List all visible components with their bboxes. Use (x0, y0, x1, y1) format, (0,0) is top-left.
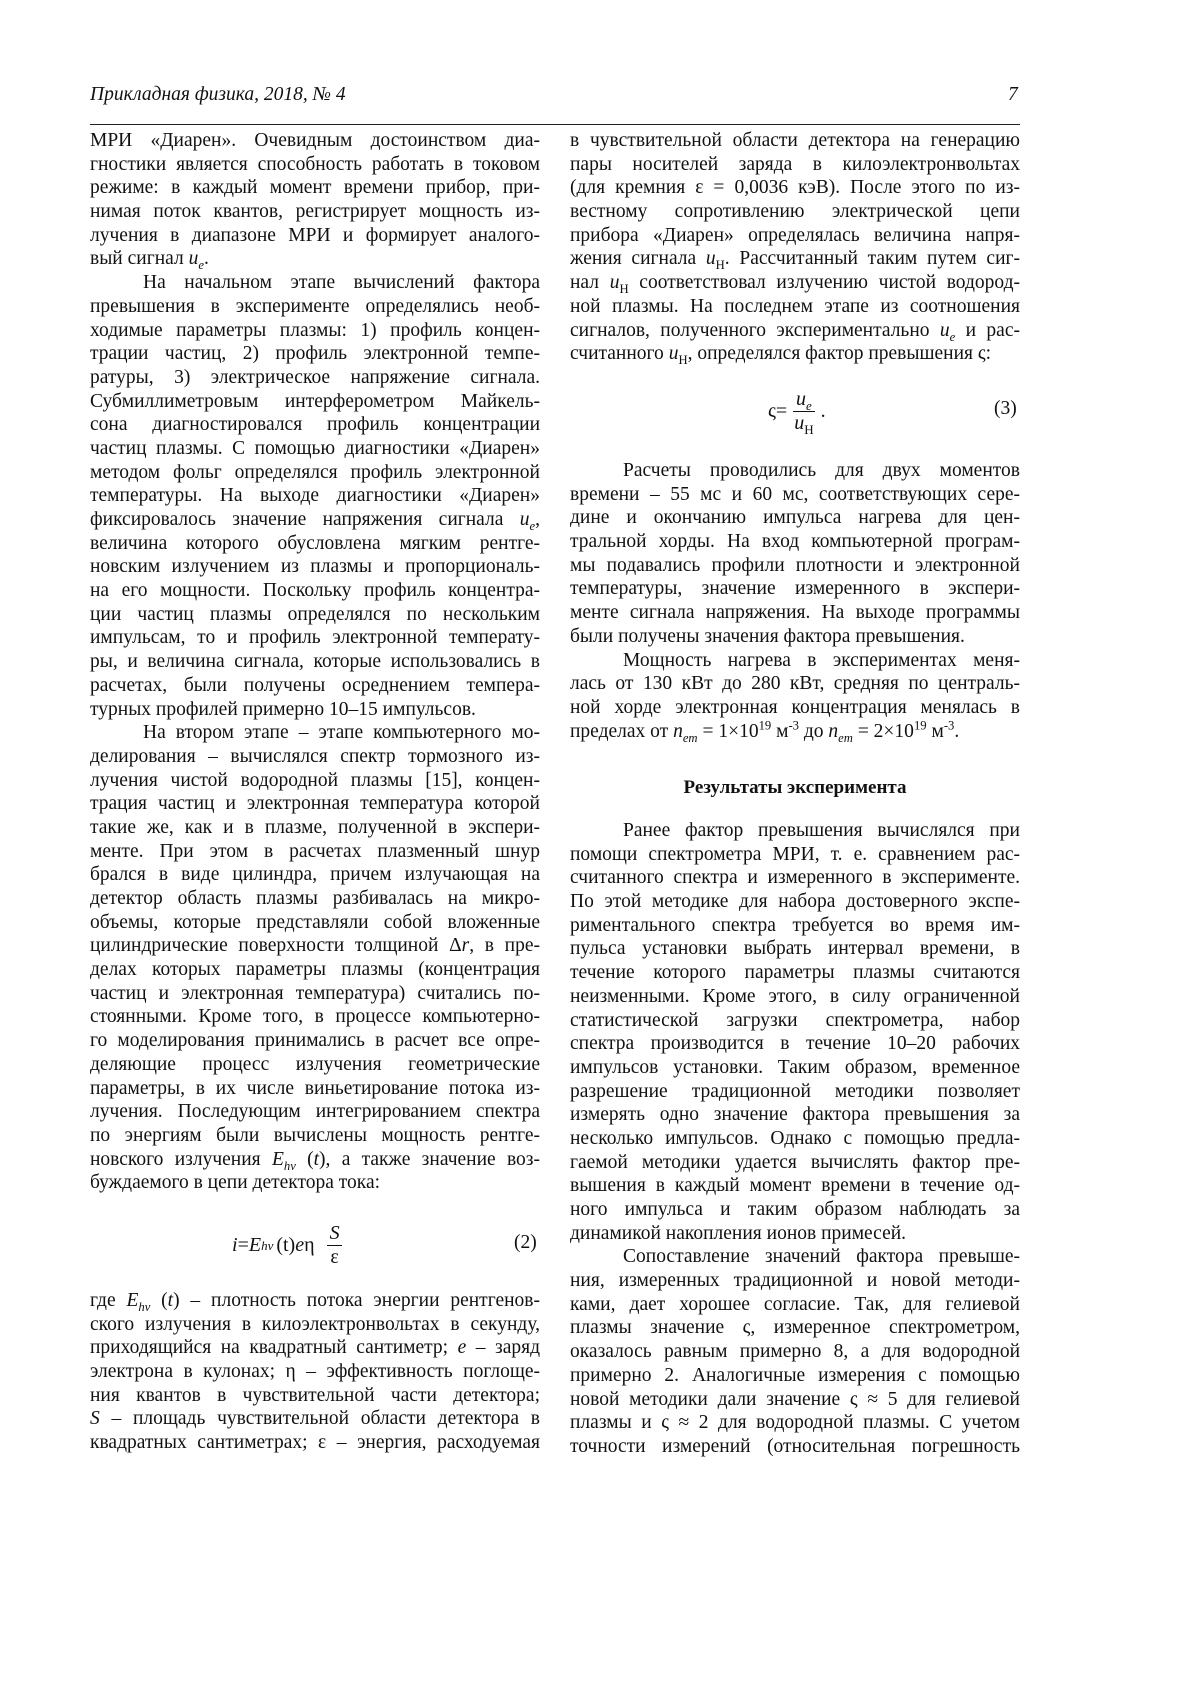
text-line: го моделирования принимались в расчет все опре- (90, 1029, 540, 1053)
text-line: делирования – вычислялся спектр тормозного из- (90, 745, 540, 769)
text-line: нал uН соответствовал излучению чистой водород- (570, 271, 1020, 295)
text-line: вышения в каждый момент времени в течение од- (570, 1174, 1020, 1198)
subscript: em (683, 730, 698, 744)
left-column-text-bottom (90, 1289, 540, 1455)
eq2-E: E (249, 1234, 261, 1257)
text-line: детектор область плазмы разбивалась на микро- (90, 887, 540, 911)
subscript: e (530, 519, 536, 533)
italic-symbol: n (828, 721, 838, 742)
eq3-den-sub: Н (804, 422, 813, 437)
text-line: примерно 2. Аналогичные измерения с помощью (570, 1364, 1020, 1388)
italic-symbol: u (940, 320, 950, 341)
italic-symbol: u (189, 248, 199, 269)
text-line: деляющие процесс излучения геометрические (90, 1053, 540, 1077)
subscript: Н (619, 282, 628, 296)
text-line: Сопоставление значений фактора превыше- (570, 1245, 1020, 1269)
text-line: сигналов, полученного экспериментально ue и рас- (570, 319, 1020, 343)
right-column-text (570, 129, 1020, 366)
text-line: Мощность нагрева в экспериментах меня- (570, 649, 1020, 673)
text-line: оказалось равным примерно 8, а для водородной (570, 1340, 1020, 1364)
italic-symbol: u (520, 509, 530, 530)
text-line: пары носителей заряда в килоэлектронвольтах (570, 153, 1020, 177)
text-line: На втором этапе – этапе компьютерного мо- (90, 721, 540, 745)
text-line: трация частиц и электронная температура которой (90, 792, 540, 816)
text-line: измерять одно значение фактора превышения за (570, 1103, 1020, 1127)
italic-symbol: E (126, 1290, 138, 1311)
text-line: статистической загрузки спектрометра, набор (570, 1009, 1020, 1033)
text-line: S – площадь чувствительной области детектора в (90, 1407, 540, 1431)
text-line: пульса установки выбрать интервал времени, в (570, 937, 1020, 961)
italic-symbol: n (673, 721, 683, 742)
text-line: динамикой накопления ионов примесей. (570, 1222, 1020, 1246)
superscript: -3 (944, 718, 955, 732)
text-line: По этой методике для набора достоверного экспе- (570, 890, 1020, 914)
text-line: разрешение традиционной методики позволяет (570, 1080, 1020, 1104)
text-line: лась от 130 кВт до 280 кВт, средняя по централь- (570, 672, 1020, 696)
text-line: режиме: в каждый момент времени прибор, при- (90, 176, 540, 200)
text-line: гаемой методики удается вычислять фактор пре- (570, 1151, 1020, 1175)
superscript: 19 (759, 718, 772, 732)
text-line: менте. При этом в расчетах плазменный шнур (90, 840, 540, 864)
text-line: лучения в диапазоне МРИ и формирует аналого- (90, 224, 540, 248)
eq3-lhs: ς (768, 400, 776, 423)
eq2-numerator: S (327, 1222, 343, 1245)
text-line: МРИ «Диарен». Очевидным достоинством диа- (90, 129, 540, 153)
text-line: (для кремния ε = 0,0036 кэВ). После этого по из- (570, 176, 1020, 200)
text-line: ния, измеренных традиционной и новой методи- (570, 1269, 1020, 1293)
eq2-denominator: ε (327, 1245, 341, 1269)
text-line: нимая поток квантов, регистрирует мощность из- (90, 200, 540, 224)
text-line: превышения в эксперименте определялись необ- (90, 295, 540, 319)
text-line: ного импульса и таким образом наблюдать за (570, 1198, 1020, 1222)
text-line: На начальном этапе вычислений фактора (90, 271, 540, 295)
subscript: Н (716, 258, 725, 272)
eq2-eta: η (304, 1234, 314, 1257)
eq3-period: . (821, 400, 826, 423)
subscript: hν (138, 1300, 150, 1314)
text-line: цилиндрические поверхности толщиной Δr, в пре- (90, 934, 540, 958)
text-line: плазмы и ς ≈ 2 для водородной плазмы. С учетом (570, 1411, 1020, 1435)
eq2-equals: = (238, 1234, 249, 1257)
eq2-fraction (327, 1222, 343, 1269)
text-line: величина которого обусловлена мягким рентге- (90, 532, 540, 556)
italic-symbol: t (168, 1290, 173, 1311)
text-line: где Ehν (t) – плотность потока энергии рентгенов- (90, 1289, 540, 1313)
eq3-equals: = (776, 400, 787, 423)
text-line: новского излучения Ehν (t), а также значение воз- (90, 1148, 540, 1172)
text-line: делах которых параметры плазмы (концентрация (90, 958, 540, 982)
superscript: -3 (788, 718, 799, 732)
text-line: гностики является способность работать в токовом (90, 153, 540, 177)
text-line: плазмы значение ς, измеренное спектрометром, (570, 1316, 1020, 1340)
running-header: Прикладная физика, 2018, № 4 (90, 84, 346, 106)
right-column-text-bottom (570, 819, 1020, 1459)
text-line: мы подавались профили плотности и электронной (570, 554, 1020, 578)
text-line: по энергиям были вычислены мощность рентге- (90, 1124, 540, 1148)
text-line: приходящийся на квадратный сантиметр; e – заряд (90, 1336, 540, 1360)
subscript: e (198, 258, 204, 272)
equation-3 (768, 388, 826, 435)
text-line: параметры, в их числе виньетирование потока из- (90, 1077, 540, 1101)
text-line: считанного спектра и измеренного в эксперименте. (570, 866, 1020, 890)
text-line: новой методики дали значение ς ≈ 5 для гелиевой (570, 1388, 1020, 1412)
text-line: спектра производится в течение 10–20 рабочих (570, 1032, 1020, 1056)
text-line: ной плазмы. На последнем этапе из соотношения (570, 295, 1020, 319)
text-line: фиксировалось значение напряжения сигнала ue, (90, 508, 540, 532)
text-line: Субмиллиметровым интерферометром Майкель- (90, 390, 540, 414)
eq2-t: (t) (276, 1234, 295, 1257)
text-line: ния квантов в чувствительной части детектора; (90, 1384, 540, 1408)
header-rule (90, 124, 1020, 125)
text-line: ходимые параметры плазмы: 1) профиль концен- (90, 319, 540, 343)
text-line: электрона в кулонах; η – эффективность поглоще- (90, 1360, 540, 1384)
subscript: em (838, 730, 853, 744)
text-line: несколько импульсов. Однако с помощью предла- (570, 1127, 1020, 1151)
text-line: дине и окончанию импульса нагрева для цен- (570, 506, 1020, 530)
text-line: турных профилей примерно 10–15 импульсов. (90, 698, 540, 722)
equation-2-number: (2) (514, 1232, 537, 1254)
eq3-num-sub: e (806, 398, 812, 413)
italic-symbol: u (706, 248, 716, 269)
text-line: были получены значения фактора превышения. (570, 625, 1020, 649)
italic-symbol: e (458, 1337, 467, 1358)
text-line: тральной хорды. На вход компьютерной програм- (570, 530, 1020, 554)
text-line: импульсов установки. Таким образом, временное (570, 1056, 1020, 1080)
text-line: прибора «Диарен» определялась величина напря- (570, 224, 1020, 248)
text-line: температуры, значение измеренного в экспери- (570, 577, 1020, 601)
subscript: Н (678, 353, 687, 367)
text-line: частиц плазмы. С помощью диагностики «Диарен» (90, 437, 540, 461)
eq3-num-var: u (796, 388, 806, 410)
subscript: hν (284, 1158, 296, 1172)
text-line: Расчеты проводились для двух моментов (570, 459, 1020, 483)
text-line: помощи спектрометра МРИ, т. е. сравнением рас- (570, 843, 1020, 867)
eq3-numerator (793, 388, 815, 412)
eq3-den-var: u (794, 412, 804, 434)
text-line: менте сигнала напряжения. На выходе программы (570, 601, 1020, 625)
text-line: импульсам, то и профиль электронной температу- (90, 626, 540, 650)
text-line: течение которого параметры плазмы считаются (570, 961, 1020, 985)
right-column-text-mid (570, 459, 1020, 743)
page-number: 7 (1008, 84, 1018, 106)
section-heading: Результаты эксперимента (570, 777, 1020, 799)
eq3-fraction (791, 388, 816, 435)
text-line: температуры. На выходе диагностики «Диарен» (90, 484, 540, 508)
text-line: пределах от nem = 1×1019 м-3 до nem = 2×1019 м-3. (570, 720, 1020, 744)
text-line: на его мощности. Поскольку профиль концентра- (90, 579, 540, 603)
text-line: ции частиц плазмы определялся по нескольким (90, 603, 540, 627)
text-line: ратуры, 3) электрическое напряжение сигнала. (90, 366, 540, 390)
eq3-denominator (791, 412, 816, 435)
superscript: 19 (914, 718, 927, 732)
text-line: частиц и электронная температура) считались по- (90, 982, 540, 1006)
text-line: стоянными. Кроме того, в процессе компьютерно- (90, 1005, 540, 1029)
italic-symbol: E (272, 1149, 284, 1170)
text-line: Ранее фактор превышения вычислялся при (570, 819, 1020, 843)
text-line: такие же, как и в плазме, полученной в экспери- (90, 816, 540, 840)
text-line: объемы, которые представляли собой вложенные (90, 911, 540, 935)
left-column-text (90, 129, 540, 1195)
text-line: ского излучения в килоэлектронвольтах в секунду, (90, 1313, 540, 1337)
text-line: сона диагностировался профиль концентрации (90, 413, 540, 437)
text-line: вый сигнал ue. (90, 247, 540, 271)
text-line: риментального спектра требуется во время им- (570, 914, 1020, 938)
italic-symbol: u (610, 272, 620, 293)
text-line: считанного uН, определялся фактор превышения ς: (570, 342, 1020, 366)
italic-symbol: t (314, 1149, 319, 1170)
text-line: времени – 55 мс и 60 мс, соответствующих сере- (570, 483, 1020, 507)
equation-2: i = E hν (t) e η S ε (232, 1222, 347, 1269)
italic-symbol: S (90, 1408, 100, 1429)
eq2-lhs: i (232, 1234, 238, 1257)
text-line: лучения чистой водородной плазмы [15], концен- (90, 769, 540, 793)
text-line: брался в виде цилиндра, причем излучающая на (90, 863, 540, 887)
text-line: ной хорде электронная концентрация менялась в (570, 696, 1020, 720)
text-line: неизменными. Кроме этого, в силу ограниченной (570, 985, 1020, 1009)
eq2-e: e (295, 1234, 304, 1257)
text-line: лучения. Последующим интегрированием спектра (90, 1100, 540, 1124)
text-line: расчетах, были получены осреднением темпера- (90, 674, 540, 698)
text-line: ры, и величина сигнала, которые использовались в (90, 650, 540, 674)
subscript: e (950, 329, 956, 343)
text-line: новским излучением из плазмы и пропорциональ- (90, 555, 540, 579)
text-line: методом фольг определялся профиль электронной (90, 461, 540, 485)
equation-3-number: (3) (994, 398, 1017, 420)
text-line: вестному сопротивлению электрической цепи (570, 200, 1020, 224)
text-line: буждаемого в цепи детектора тока: (90, 1171, 540, 1195)
text-line: трации частиц, 2) профиль электронной темпе- (90, 342, 540, 366)
text-line: квадратных сантиметрах; ε – энергия, расходуемая (90, 1431, 540, 1455)
italic-symbol: r (462, 935, 470, 956)
text-line: в чувствительной области детектора на генерацию (570, 129, 1020, 153)
text-line: ками, дает хорошее согласие. Так, для гелиевой (570, 1293, 1020, 1317)
text-line: жения сигнала uН. Рассчитанный таким путем сиг- (570, 247, 1020, 271)
italic-symbol: u (669, 343, 679, 364)
text-line: точности измерений (относительная погрешность (570, 1435, 1020, 1459)
